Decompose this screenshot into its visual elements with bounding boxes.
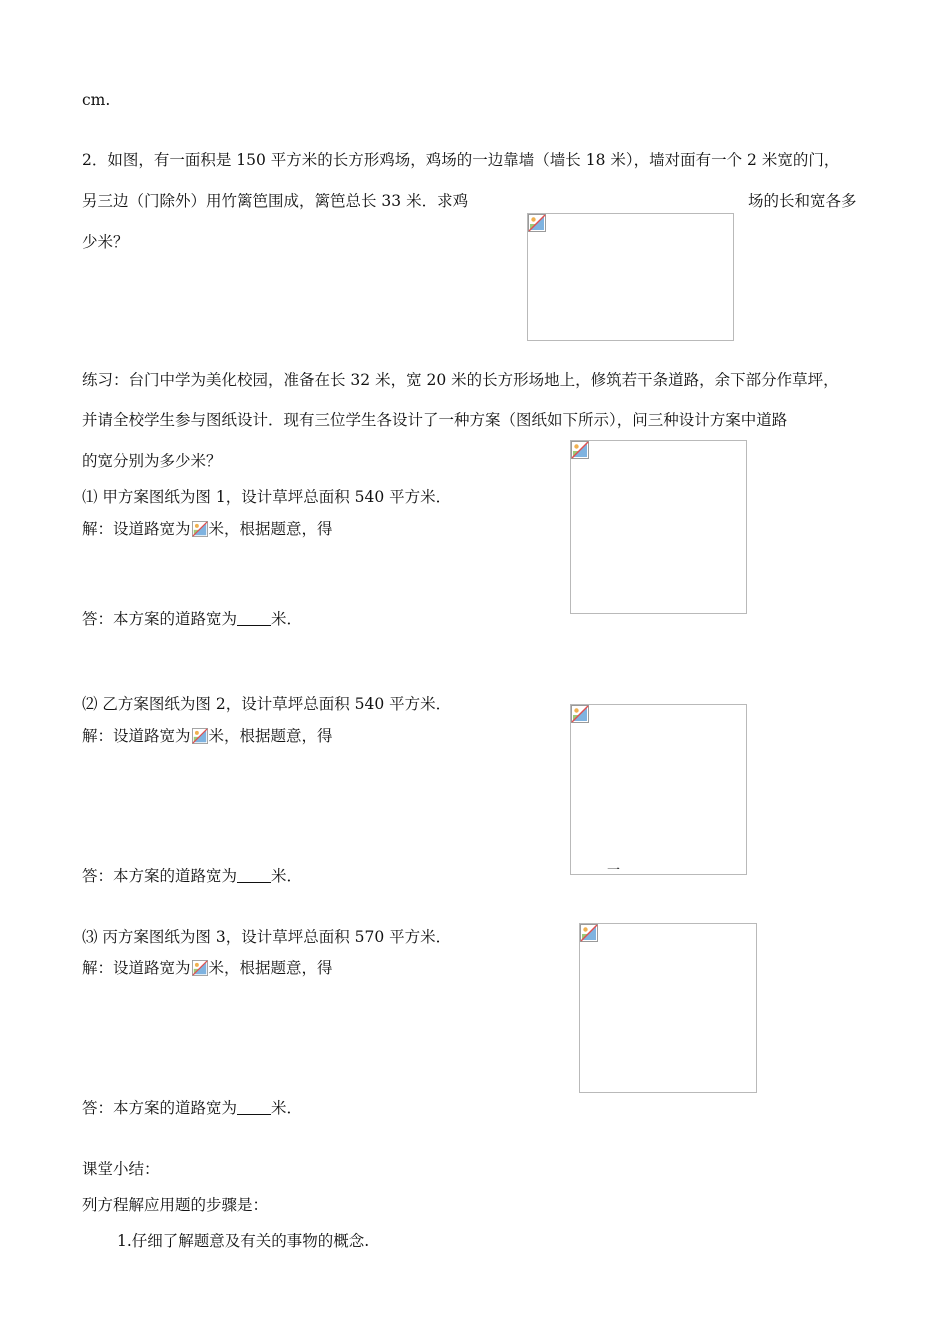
- plan-3-answer: [82, 1098, 302, 1118]
- summary-intro: 列方程解应用题的步骤是：: [82, 1196, 269, 1214]
- practice-line-3: 的宽分别为多少米？: [82, 452, 222, 470]
- answer-suffix: 米．: [271, 1099, 303, 1117]
- answer-blank[interactable]: [237, 868, 271, 883]
- solve-suffix: 米，根据题意，得: [208, 520, 333, 538]
- figure-2-mark: 一: [607, 863, 621, 878]
- figure-2: [570, 704, 747, 878]
- broken-image-icon: [571, 441, 589, 459]
- answer-blank[interactable]: [237, 611, 271, 626]
- plan-2-solve: [82, 726, 333, 746]
- variable-image-icon: [192, 521, 208, 537]
- plan-1-answer: [82, 609, 302, 629]
- plan-2-title: ⑵ 乙方案图纸为图 2，设计草坪总面积 540 平方米．: [82, 695, 452, 713]
- problem-2-line-2-left: 另三边（门除外）用竹篱笆围成，篱笆总长 33 米．求鸡: [82, 192, 469, 210]
- solve-suffix: 米，根据题意，得: [208, 727, 333, 745]
- plan-1-solve: [82, 519, 333, 539]
- summary-heading: 课堂小结：: [82, 1160, 160, 1178]
- answer-suffix: 米．: [271, 610, 303, 628]
- solve-suffix: 米，根据题意，得: [208, 959, 333, 977]
- practice-line-1: 练习：台门中学为美化校园，准备在长 32 米，宽 20 米的长方形场地上，修筑若干条道路，余下部分作草坪，: [82, 371, 839, 389]
- solve-prefix: 解：设道路宽为: [82, 727, 191, 745]
- unit-text: cm.: [82, 91, 111, 109]
- broken-image-icon: [580, 924, 598, 942]
- variable-image-icon: [192, 960, 208, 976]
- practice-line-2: 并请全校学生参与图纸设计．现有三位学生各设计了一种方案（图纸如下所示），问三种设计方案中道路: [82, 411, 788, 429]
- figure-3: [579, 923, 757, 1093]
- solve-prefix: 解：设道路宽为: [82, 959, 191, 977]
- summary-step-1: 1.仔细了解题意及有关的事物的概念.: [117, 1232, 370, 1250]
- answer-blank[interactable]: [237, 1100, 271, 1115]
- broken-image-icon: [571, 705, 589, 723]
- solve-prefix: 解：设道路宽为: [82, 520, 191, 538]
- answer-prefix: 答：本方案的道路宽为: [82, 610, 238, 628]
- variable-image-icon: [192, 728, 208, 744]
- problem-2-line-3: 少米？: [82, 233, 129, 251]
- plan-2-answer: [82, 866, 302, 886]
- answer-prefix: 答：本方案的道路宽为: [82, 867, 238, 885]
- answer-prefix: 答：本方案的道路宽为: [82, 1099, 238, 1117]
- plan-3-solve: [82, 958, 333, 978]
- broken-image-icon: [528, 214, 546, 232]
- chicken-farm-figure: [527, 213, 734, 341]
- problem-2-line-1: 2．如图，有一面积是 150 平方米的长方形鸡场，鸡场的一边靠墙（墙长 18 米），墙对面有一个 2 米宽的门，: [82, 151, 840, 169]
- figure-1: [570, 440, 747, 614]
- problem-2-line-2-right: 场的长和宽各多: [748, 192, 857, 210]
- answer-suffix: 米．: [271, 867, 303, 885]
- plan-3-title: ⑶ 丙方案图纸为图 3，设计草坪总面积 570 平方米．: [82, 928, 452, 946]
- plan-1-title: ⑴ 甲方案图纸为图 1，设计草坪总面积 540 平方米．: [82, 488, 452, 506]
